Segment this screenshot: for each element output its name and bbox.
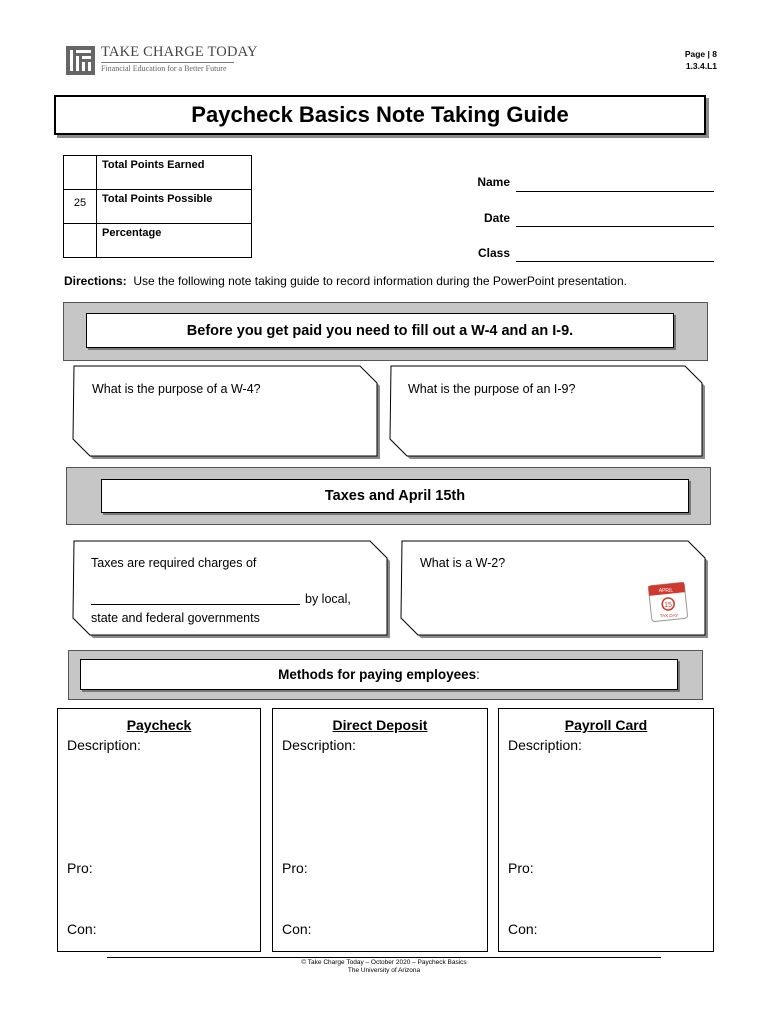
section-heading-taxes: Taxes and April 15th	[101, 479, 689, 513]
paycheck-con-label: Con:	[67, 921, 97, 937]
footer-divider	[107, 957, 661, 958]
methods-heading-colon: :	[476, 667, 480, 682]
section-heading-w4-i9: Before you get paid you need to fill out a W-4 and an I-9.	[86, 313, 674, 348]
method-title-direct-deposit: Direct Deposit	[332, 717, 428, 733]
percentage-value[interactable]	[64, 224, 97, 258]
payroll-card-description-label: Description:	[508, 737, 582, 753]
taxes-line-3: state and federal governments	[91, 611, 260, 625]
calendar-icon	[644, 578, 692, 626]
name-label: Name	[477, 175, 510, 189]
table-row	[64, 224, 252, 258]
table-row	[64, 156, 252, 190]
method-title-payroll-card: Payroll Card	[564, 717, 648, 733]
calendar-caption: TAX DAY	[659, 613, 679, 618]
direct-deposit-con-label: Con:	[282, 921, 312, 937]
logo-icon	[66, 46, 95, 75]
footer-institution: The University of Arizona	[347, 967, 421, 974]
doc-code: 1.3.4.L1	[685, 61, 717, 71]
method-box-payroll-card	[498, 708, 714, 952]
directions-text: Use the following note taking guide to record information during the PowerPoint presentation.	[133, 274, 627, 288]
points-possible-label: Total Points Possible	[97, 190, 252, 224]
direct-deposit-pro-label: Pro:	[282, 860, 308, 876]
logo-divider	[101, 62, 234, 63]
points-table	[63, 155, 252, 258]
w2-question: What is a W-2?	[420, 556, 506, 570]
date-label: Date	[483, 211, 510, 225]
paycheck-pro-label: Pro:	[67, 860, 93, 876]
method-box-paycheck	[57, 708, 261, 952]
class-field[interactable]	[516, 261, 714, 262]
points-possible-value: 25	[64, 190, 97, 224]
page-number	[655, 48, 717, 72]
paycheck-description-label: Description:	[67, 737, 141, 753]
method-title-paycheck: Paycheck	[126, 717, 192, 733]
points-earned-label: Total Points Earned	[97, 156, 252, 190]
date-field[interactable]	[516, 226, 714, 227]
taxes-line-1: Taxes are required charges of	[91, 556, 257, 570]
methods-heading-text: Methods for paying employees	[278, 667, 477, 682]
table-row	[64, 190, 252, 224]
footer-copyright: © Take Charge Today – October 2020 – Paycheck Basics	[301, 959, 467, 966]
org-name: TAKE CHARGE TODAY	[101, 44, 258, 60]
percentage-label: Percentage	[97, 224, 252, 258]
note-card-taxes[interactable]	[72, 540, 392, 640]
payroll-card-pro-label: Pro:	[508, 860, 534, 876]
page-title: Paycheck Basics Note Taking Guide	[54, 95, 706, 135]
method-box-direct-deposit	[272, 708, 488, 952]
taxes-line-2: by local,	[305, 592, 351, 606]
calendar-month: APRIL	[658, 588, 674, 594]
payroll-card-con-label: Con:	[508, 921, 538, 937]
i9-question: What is the purpose of an I-9?	[408, 382, 576, 396]
note-card-i9[interactable]	[389, 365, 707, 461]
name-field[interactable]	[516, 191, 714, 192]
org-tagline: Financial Education for a Better Future	[101, 64, 227, 73]
taxes-blank-field[interactable]	[91, 604, 300, 605]
section-heading-methods	[80, 659, 678, 690]
page-label: Page | 8	[684, 49, 717, 59]
calendar-day: 15	[664, 602, 672, 609]
points-earned-value[interactable]	[64, 156, 97, 190]
directions	[64, 274, 627, 288]
note-card-w2[interactable]	[400, 540, 710, 640]
class-label: Class	[477, 246, 510, 260]
direct-deposit-description-label: Description:	[282, 737, 356, 753]
note-card-w4[interactable]	[72, 365, 382, 461]
w4-question: What is the purpose of a W-4?	[92, 382, 261, 396]
tax-day-calendar-icon	[644, 578, 692, 626]
directions-label: Directions:	[64, 274, 127, 288]
